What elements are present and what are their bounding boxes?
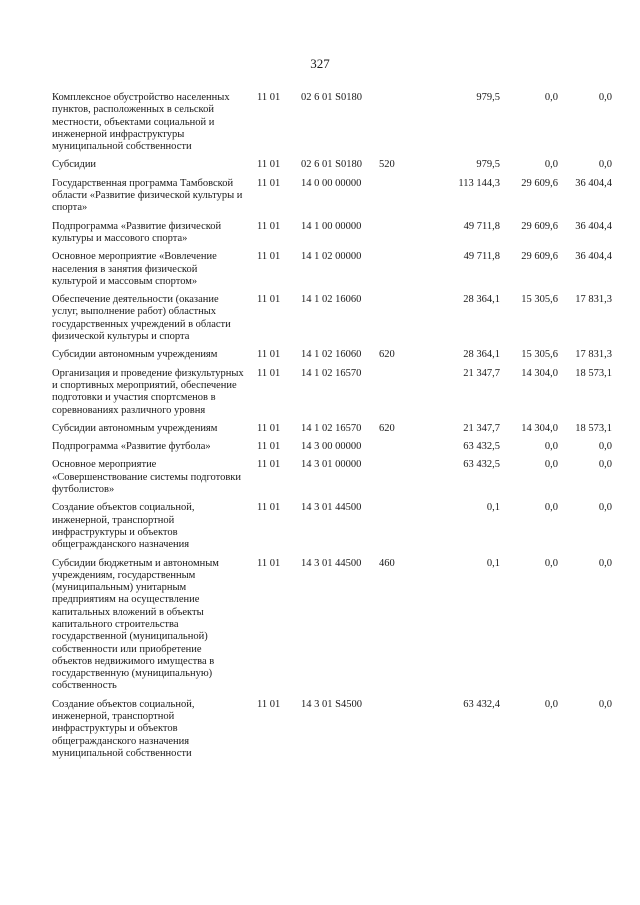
- row-section-code: 11 01: [257, 159, 281, 171]
- row-target-code: 14 3 00 00000: [301, 441, 362, 453]
- row-amount-1: 21 347,7: [463, 367, 500, 379]
- row-name: Субсидии автономным учреждениям: [52, 349, 218, 361]
- row-name: Государственная программа Тамбовской области «Развитие физической культуры и спорта»: [52, 177, 243, 214]
- row-amount-1: 63 432,4: [463, 698, 500, 710]
- row-amount-2: 15 305,6: [521, 294, 558, 306]
- row-expense-type: 520: [379, 159, 395, 171]
- row-amount-1: 49 711,8: [463, 251, 500, 263]
- row-amount-3: 0,0: [598, 502, 612, 514]
- row-expense-type: 460: [379, 557, 395, 569]
- row-section-code: 11 01: [257, 367, 281, 379]
- row-amount-2: 14 304,0: [521, 367, 558, 379]
- row-amount-3: 36 404,4: [575, 220, 612, 232]
- row-amount-2: 29 609,6: [521, 177, 558, 189]
- row-section-code: 11 01: [257, 220, 281, 232]
- table-row: [52, 558, 612, 693]
- row-amount-1: 63 432,5: [463, 459, 500, 471]
- row-name: Создание объектов социальной, инженерной, транспортной инфраструктуры и объектов общегражданского назначения: [52, 502, 195, 551]
- row-amount-3: 36 404,4: [575, 177, 612, 189]
- row-target-code: 14 3 01 00000: [301, 459, 362, 471]
- page-number: 327: [310, 56, 330, 71]
- row-amount-1: 21 347,7: [463, 422, 500, 434]
- row-name: Обеспечение деятельности (оказание услуг, выполнение работ) областных государственных учреждений в области физической культуры и спорта: [52, 294, 231, 343]
- row-section-code: 11 01: [257, 92, 281, 103]
- row-name: Основное мероприятие «Совершенствование системы подготовки футболистов»: [52, 459, 242, 496]
- row-amount-1: 28 364,1: [463, 349, 500, 361]
- row-amount-1: 63 432,5: [463, 441, 500, 453]
- row-expense-type: 620: [379, 349, 395, 361]
- row-section-code: 11 01: [257, 251, 281, 263]
- row-amount-3: 0,0: [598, 159, 612, 171]
- row-amount-1: 113 144,3: [458, 177, 500, 189]
- row-amount-3: 18 573,1: [575, 422, 612, 434]
- row-target-code: 14 3 01 S4500: [301, 698, 362, 710]
- row-section-code: 11 01: [257, 698, 281, 710]
- row-amount-3: 36 404,4: [575, 251, 612, 263]
- row-section-code: 11 01: [257, 502, 281, 514]
- row-amount-1: 979,5: [476, 159, 500, 171]
- row-name: Подпрограмма «Развитие футбола»: [52, 441, 211, 453]
- row-name: Создание объектов социальной, инженерной, транспортной инфраструктуры и объектов общегражданского назначения муниципальной собственности: [52, 698, 195, 759]
- row-amount-1: 28 364,1: [463, 294, 500, 306]
- row-target-code: 14 3 01 44500: [301, 502, 362, 514]
- table-row: [52, 92, 612, 153]
- row-amount-3: 0,0: [598, 92, 612, 103]
- table-row: [52, 699, 612, 760]
- row-amount-2: 0,0: [544, 557, 558, 569]
- row-target-code: 14 1 02 16570: [301, 422, 362, 434]
- row-name: Основное мероприятие «Вовлечение населения в занятия физической культурой и массовым спортом»: [52, 251, 217, 287]
- row-amount-2: 29 609,6: [521, 220, 558, 232]
- row-amount-3: 18 573,1: [575, 367, 612, 379]
- row-section-code: 11 01: [257, 422, 281, 434]
- row-section-code: 11 01: [257, 459, 281, 471]
- row-target-code: 14 1 02 00000: [301, 251, 362, 263]
- row-amount-2: 0,0: [544, 698, 558, 710]
- row-target-code: 14 1 02 16060: [301, 349, 362, 361]
- row-section-code: 11 01: [257, 349, 281, 361]
- row-target-code: 14 1 02 16060: [301, 294, 362, 306]
- row-section-code: 11 01: [257, 441, 281, 453]
- table-row: [52, 423, 612, 435]
- row-amount-2: 0,0: [544, 502, 558, 514]
- row-name: Субсидии автономным учреждениям: [52, 422, 218, 434]
- table-row: [52, 159, 612, 171]
- row-amount-1: 0,1: [486, 502, 500, 514]
- budget-table: [52, 92, 612, 760]
- row-name: Подпрограмма «Развитие физической культуры и массового спорта»: [52, 220, 222, 244]
- row-amount-3: 0,0: [598, 698, 612, 710]
- row-amount-1: 979,5: [476, 92, 500, 103]
- row-target-code: 02 6 01 S0180: [301, 92, 362, 103]
- row-target-code: 02 6 01 S0180: [301, 159, 362, 171]
- row-amount-3: 17 831,3: [575, 294, 612, 306]
- row-name: Субсидии бюджетным и автономным учреждениям, государственным (муниципальным) унитарным предприятиям на осуществление капитальных вложений в объекты капитального строительства государственной (муниципальной) собственности или приобретение объектов недвижимого имущества в государственную (муниципальную) собственность: [52, 557, 219, 692]
- row-amount-3: 0,0: [598, 459, 612, 471]
- row-amount-1: 0,1: [486, 557, 500, 569]
- row-name: Субсидии: [52, 159, 97, 171]
- table-row: [52, 221, 612, 246]
- row-name: Организация и проведение физкультурных и спортивных мероприятий, обеспечение подготовки и участия спортсменов в соревнованиях различного уровня: [52, 367, 244, 416]
- row-amount-2: 14 304,0: [521, 422, 558, 434]
- row-target-code: 14 0 00 00000: [301, 177, 362, 189]
- row-amount-2: 15 305,6: [521, 349, 558, 361]
- row-name: Комплексное обустройство населенных пунктов, расположенных в сельской местности, объектами социальной и инженерной инфраструктуры муниципальной собственности: [52, 92, 230, 153]
- table-row: [52, 459, 612, 496]
- row-target-code: 14 1 02 16570: [301, 367, 362, 379]
- table-row: [52, 368, 612, 417]
- table-row: [52, 251, 612, 288]
- row-target-code: 14 3 01 44500: [301, 557, 362, 569]
- row-section-code: 11 01: [257, 557, 281, 569]
- row-amount-2: 0,0: [544, 459, 558, 471]
- row-expense-type: 620: [379, 422, 395, 434]
- row-amount-3: 17 831,3: [575, 349, 612, 361]
- row-amount-2: 0,0: [544, 92, 558, 103]
- row-amount-2: 0,0: [544, 441, 558, 453]
- table-row: [52, 502, 612, 551]
- row-section-code: 11 01: [257, 294, 281, 306]
- row-section-code: 11 01: [257, 177, 281, 189]
- row-target-code: 14 1 00 00000: [301, 220, 362, 232]
- table-row: [52, 349, 612, 361]
- row-amount-1: 49 711,8: [463, 220, 500, 232]
- table-row: [52, 294, 612, 343]
- row-amount-3: 0,0: [598, 557, 612, 569]
- row-amount-2: 0,0: [544, 159, 558, 171]
- table-row: [52, 441, 612, 453]
- row-amount-3: 0,0: [598, 441, 612, 453]
- row-amount-2: 29 609,6: [521, 251, 558, 263]
- table-row: [52, 178, 612, 215]
